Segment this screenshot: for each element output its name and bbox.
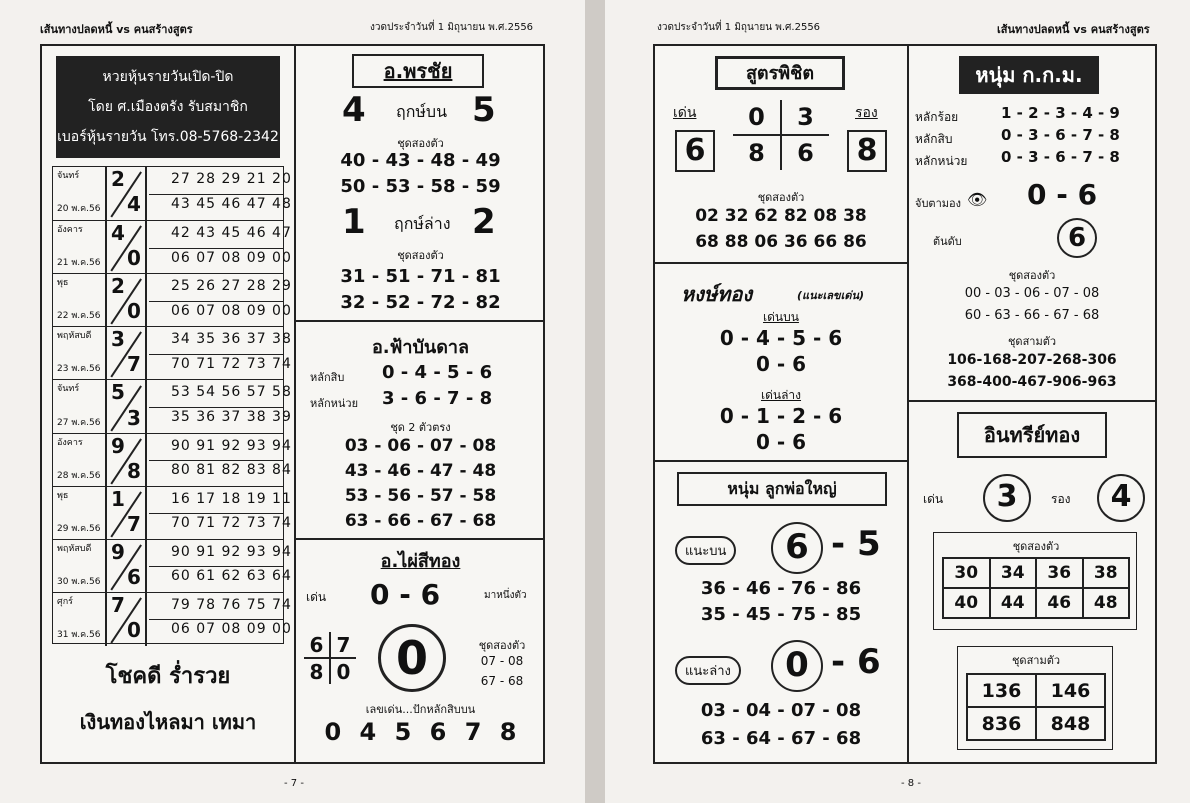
stock-top-nums: 34 35 36 37 38 xyxy=(171,331,292,348)
page-8 xyxy=(605,0,1190,803)
lukpho-dash: - xyxy=(831,642,846,682)
stock-day: ศุกร์ xyxy=(57,596,73,607)
pornchai-upper-label: ฤกษ์บน xyxy=(396,102,448,121)
stock-day: พุธ xyxy=(57,278,69,289)
stock-bottom-nums: 70 71 72 73 74 xyxy=(171,355,292,372)
stock-open: 3 xyxy=(111,327,125,352)
sutpichit-grid-cell: 8 xyxy=(733,135,781,170)
stock-column xyxy=(42,46,294,762)
sutpichit-grid-cell: 3 xyxy=(781,100,829,135)
kkm-set2-line2: 60 - 63 - 66 - 67 - 68 xyxy=(964,308,1100,323)
intsee-second-label: รอง xyxy=(1051,492,1071,506)
page-7 xyxy=(0,0,585,803)
kkm-hundreds-label: หลักร้อย xyxy=(915,110,959,124)
kkm-tens-label: หลักสิบ xyxy=(915,132,953,146)
grid-cell: 30 xyxy=(943,558,990,588)
intsee-set3-grid xyxy=(966,673,1106,741)
pornchai-upper-left: 4 xyxy=(342,90,366,130)
eye-icon: 👁 xyxy=(967,190,988,209)
stock-top-nums: 27 28 29 21 20 xyxy=(171,171,292,187)
stock-day: พฤหัสบดี xyxy=(57,543,92,554)
stock-close: 0 xyxy=(127,617,141,642)
stock-bottom-nums: 80 81 82 83 84 xyxy=(171,462,292,479)
stock-close: 7 xyxy=(127,511,141,536)
stock-open: 2 xyxy=(111,274,125,299)
stock-day: พฤหัสบดี xyxy=(57,331,92,342)
lukpho-upper-b: 5 xyxy=(857,524,881,564)
grid-cell: 38 xyxy=(1083,558,1130,588)
stock-bottom-nums: 06 07 08 09 00 xyxy=(171,249,292,266)
fabundan-line: 43 - 46 - 47 - 48 xyxy=(344,461,497,481)
stock-top-nums: 25 26 27 28 29 xyxy=(171,278,292,295)
intsee-second: 4 xyxy=(1097,474,1145,522)
grid-cell: 36 xyxy=(1036,558,1083,588)
stock-date: 31 พ.ค.56 xyxy=(57,629,101,640)
page7-frame xyxy=(40,44,545,764)
kkm-units-label: หลักหน่วย xyxy=(915,154,968,168)
grid-cell: 44 xyxy=(990,588,1037,618)
grid-cell: 46 xyxy=(1036,588,1083,618)
fabundan-title: อ.ฟ้าบันดาล xyxy=(371,337,470,358)
intsee-set3-box xyxy=(957,646,1113,750)
kkm-root-label: ต้นดับ xyxy=(933,235,962,248)
stock-date: 29 พ.ค.56 xyxy=(57,523,101,534)
hongthong-upper2: 0 - 6 xyxy=(755,352,807,376)
stock-row xyxy=(53,433,292,486)
intsee-set2-label: ชุดสองตัว xyxy=(1012,540,1060,553)
hongthong-lower-label: เด่นล่าง xyxy=(760,388,802,402)
stock-day: อังคาร xyxy=(57,225,83,236)
intsee-set2-grid xyxy=(942,557,1130,619)
stock-row xyxy=(53,326,292,379)
fabundan-line: 03 - 06 - 07 - 08 xyxy=(344,436,497,456)
stock-top-nums: 53 54 56 57 58 xyxy=(171,384,292,401)
grid-cell: 40 xyxy=(943,588,990,618)
paisi-grid xyxy=(304,632,356,684)
stock-phone: เบอร์หุ้นรายวัน โทร.08-5768-2342 xyxy=(57,129,279,145)
stock-date: 21 พ.ค.56 xyxy=(57,258,101,269)
stock-day: จันทร์ xyxy=(57,384,80,395)
stock-close: 8 xyxy=(127,458,141,483)
stock-table xyxy=(52,166,292,644)
stock-author: โดย ศ.เมืองตรัง รับสมาชิก xyxy=(88,99,248,115)
stock-row xyxy=(53,273,292,326)
sutpichit-title: สูตรพิชิต xyxy=(715,56,845,90)
kkm-set2-line1: 00 - 03 - 06 - 07 - 08 xyxy=(964,286,1100,301)
stock-open: 4 xyxy=(111,221,125,246)
lukpho-lower-label: แนะล่าง xyxy=(675,656,741,685)
paisi-footer-digits: 0 4 5 6 7 8 xyxy=(324,718,517,746)
grid-cell: 146 xyxy=(1036,674,1105,707)
pornchai-lower-right: 2 xyxy=(472,202,496,242)
kkm-set3-line1: 106-168-207-268-306 xyxy=(947,352,1117,368)
sutpichit-line2: 68 88 06 36 66 86 xyxy=(695,232,867,252)
page-number: - 8 - xyxy=(901,778,921,789)
sutpichit-second: 8 xyxy=(847,130,887,172)
stock-open: 9 xyxy=(111,433,125,458)
page-number: - 7 - xyxy=(284,778,304,789)
stock-close: 6 xyxy=(127,564,141,589)
paisi-lead: 0 - 6 xyxy=(370,578,441,611)
pornchai-upper-line2: 50 - 53 - 58 - 59 xyxy=(340,176,501,197)
kkm-title: หนุ่ม ก.ก.ม. xyxy=(959,56,1099,94)
hongthong-upper1: 0 - 4 - 5 - 6 xyxy=(719,326,843,350)
kkm-section xyxy=(909,46,1155,398)
fabundan-tens-label: หลักสิบ xyxy=(310,371,345,384)
binding-gutter xyxy=(585,0,605,803)
sutpichit-grid-cell: 0 xyxy=(733,100,781,135)
stock-row xyxy=(53,379,292,432)
paisi-section xyxy=(296,540,545,762)
stock-open: 7 xyxy=(111,592,125,617)
fabundan-line: 53 - 56 - 57 - 58 xyxy=(344,486,497,506)
paisi-set2: 67 - 68 xyxy=(480,674,524,688)
pornchai-set-label: ชุดสองตัว xyxy=(397,137,444,150)
stock-footer-1: โชคดี ร่ำรวย xyxy=(105,664,231,689)
kkm-pair-label: จับตามอง xyxy=(915,197,961,210)
stock-day: อังคาร xyxy=(57,437,83,448)
stock-bottom-nums: 60 61 62 63 64 xyxy=(171,568,292,585)
paisi-lead-label: เด่น xyxy=(306,590,327,604)
stock-bottom-nums: 06 07 08 09 00 xyxy=(171,621,292,638)
sutpichit-lead-label: เด่น xyxy=(673,105,697,121)
hongthong-lower2: 0 - 6 xyxy=(755,430,807,454)
stock-top-nums: 90 91 92 93 94 xyxy=(171,437,292,454)
stock-close: 0 xyxy=(127,246,141,271)
stock-footer-2: เงินทองไหลมา เทมา xyxy=(79,710,257,734)
lukpho-upper-line2: 35 - 45 - 75 - 85 xyxy=(700,604,862,625)
kkm-tens: 0 - 3 - 6 - 7 - 8 xyxy=(1001,126,1120,144)
pornchai-lower-left: 1 xyxy=(342,202,366,242)
sutpichit-section xyxy=(655,46,907,260)
stock-top-nums: 90 91 92 93 94 xyxy=(171,543,292,560)
sutpichit-grid xyxy=(733,100,829,170)
fabundan-units: 3 - 6 - 7 - 8 xyxy=(382,388,493,409)
stock-bottom-nums: 35 36 37 38 39 xyxy=(171,408,292,425)
lukpho-upper-label: แนะบน xyxy=(675,536,736,565)
lukpho-lower-line2: 63 - 64 - 67 - 68 xyxy=(700,728,862,749)
stock-title-box xyxy=(56,56,280,158)
pornchai-lower-line1: 31 - 51 - 71 - 81 xyxy=(340,266,501,287)
stock-row xyxy=(53,486,292,539)
kkm-root: 6 xyxy=(1057,218,1097,258)
kkm-units: 0 - 3 - 6 - 7 - 8 xyxy=(1001,148,1120,166)
header-date: งวดประจำวันที่ 1 มิถุนายน พ.ศ.2556 xyxy=(370,22,534,33)
stock-row xyxy=(53,220,292,273)
paisi-grid-cell: 0 xyxy=(330,658,356,684)
stock-row xyxy=(53,592,292,645)
stock-date: 27 พ.ค.56 xyxy=(57,417,101,428)
stock-open: 9 xyxy=(111,539,125,564)
pornchai-title: อ.พรชัย xyxy=(352,54,484,88)
stock-open: 5 xyxy=(111,380,125,405)
header-right: เส้นทางปลดหนี้ vs คนสร้างสูตร xyxy=(997,23,1150,36)
sutpichit-set-label: ชุดสองตัว xyxy=(757,191,805,204)
sutpichit-lead: 6 xyxy=(675,130,715,172)
paisi-grid-cell: 6 xyxy=(304,632,330,658)
stock-open: 2 xyxy=(111,167,125,191)
page8-frame xyxy=(653,44,1157,764)
pornchai-lower-line2: 32 - 52 - 72 - 82 xyxy=(340,292,501,313)
grid-cell: 136 xyxy=(967,674,1036,707)
fabundan-section xyxy=(296,322,545,538)
stock-close: 4 xyxy=(127,192,141,217)
kkm-set3-label: ชุดสามตัว xyxy=(1007,335,1057,348)
header-left: เส้นทางปลดหนี้ vs คนสร้างสูตร xyxy=(40,23,193,36)
sutpichit-grid-cell: 6 xyxy=(781,135,829,170)
paisi-title: อ.ไผ่สีทอง xyxy=(380,551,461,572)
pornchai-lower-label: ฤกษ์ล่าง xyxy=(394,214,451,233)
stock-open: 1 xyxy=(111,486,125,511)
intsee-title: อินทรีย์ทอง xyxy=(957,412,1107,458)
pornchai-section xyxy=(296,46,545,320)
intsee-lead-label: เด่น xyxy=(923,492,944,506)
pornchai-lower-set-label: ชุดสองตัว xyxy=(397,249,444,262)
lukpho-upper-line1: 36 - 46 - 76 - 86 xyxy=(700,578,862,599)
stock-close: 7 xyxy=(127,352,141,377)
fabundan-set-label: ชุด 2 ตัวตรง xyxy=(390,421,451,434)
stock-date: 30 พ.ค.56 xyxy=(57,576,101,587)
grid-cell: 34 xyxy=(990,558,1037,588)
kkm-set2-label: ชุดสองตัว xyxy=(1008,269,1056,282)
paisi-extra-label: มาหนึ่งตัว xyxy=(484,590,527,601)
stock-close: 3 xyxy=(127,405,141,430)
sutpichit-line1: 02 32 62 82 08 38 xyxy=(695,206,867,226)
stock-day: พุธ xyxy=(57,490,69,501)
fabundan-line: 63 - 66 - 67 - 68 xyxy=(344,511,497,531)
lukpho-dash: - xyxy=(831,524,846,564)
kkm-pair: 0 - 6 xyxy=(1027,178,1098,211)
lukpho-lower-a: 0 xyxy=(771,640,823,692)
stock-date: 20 พ.ค.56 xyxy=(57,204,101,215)
lukpho-title: หนุ่ม ลูกพ่อใหญ่ xyxy=(677,472,887,506)
stock-bottom-nums: 06 07 08 09 00 xyxy=(171,302,292,319)
stock-day: จันทร์ xyxy=(57,171,80,181)
pornchai-upper-line1: 40 - 43 - 48 - 49 xyxy=(340,150,501,171)
grid-cell: 848 xyxy=(1036,707,1105,740)
stock-row xyxy=(53,167,292,220)
paisi-grid-cell: 8 xyxy=(304,658,330,684)
stock-row xyxy=(53,539,292,592)
stock-date: 23 พ.ค.56 xyxy=(57,364,101,375)
sutpichit-second-label: รอง xyxy=(855,105,878,121)
hongthong-upper-label: เด่นบน xyxy=(763,310,799,324)
intsee-lead: 3 xyxy=(983,474,1031,522)
kkm-hundreds: 1 - 2 - 3 - 4 - 9 xyxy=(1001,104,1120,122)
stock-close: 0 xyxy=(127,299,141,324)
intsee-section xyxy=(909,402,1155,762)
hongthong-section xyxy=(655,264,907,460)
stock-top-nums: 16 17 18 19 11 xyxy=(171,490,292,507)
lukpho-upper-a: 6 xyxy=(771,522,823,574)
header-date: งวดประจำวันที่ 1 มิถุนายน พ.ศ.2556 xyxy=(657,22,821,33)
intsee-set3-label: ชุดสามตัว xyxy=(1011,654,1061,667)
stock-top-nums: 79 78 76 75 74 xyxy=(171,596,292,613)
paisi-grid-cell: 7 xyxy=(330,632,356,658)
paisi-footer-label: เลขเด่น...ปักหลักสิบบน xyxy=(365,703,476,716)
hongthong-lower1: 0 - 1 - 2 - 6 xyxy=(719,404,843,428)
paisi-circle: 0 xyxy=(378,624,446,692)
lukpho-lower-b: 6 xyxy=(857,642,881,682)
lukpho-lower-line1: 03 - 04 - 07 - 08 xyxy=(700,700,862,721)
stock-date: 28 พ.ค.56 xyxy=(57,470,101,481)
fabundan-units-label: หลักหน่วย xyxy=(310,397,359,410)
hongthong-subtitle: (แนะเลขเด่น) xyxy=(797,289,865,302)
kkm-set3-line2: 368-400-467-906-963 xyxy=(947,374,1117,390)
stock-bottom-nums: 43 45 46 47 48 xyxy=(171,195,292,212)
paisi-set-label: ชุดสองตัว xyxy=(478,639,526,652)
fabundan-tens: 0 - 4 - 5 - 6 xyxy=(382,362,493,383)
stock-bottom-nums: 70 71 72 73 74 xyxy=(171,515,292,532)
stock-date: 22 พ.ค.56 xyxy=(57,311,101,322)
grid-cell: 836 xyxy=(967,707,1036,740)
pornchai-upper-right: 5 xyxy=(472,90,496,130)
stock-title: หวยหุ้นรายวันเปิด-ปิด xyxy=(102,69,234,85)
lukpho-section xyxy=(655,462,907,762)
grid-cell: 48 xyxy=(1083,588,1130,618)
intsee-set2-box xyxy=(933,532,1137,630)
stock-top-nums: 42 43 45 46 47 xyxy=(171,225,292,242)
paisi-set1: 07 - 08 xyxy=(480,654,524,668)
hongthong-title: หงษ์ทอง xyxy=(681,282,753,306)
